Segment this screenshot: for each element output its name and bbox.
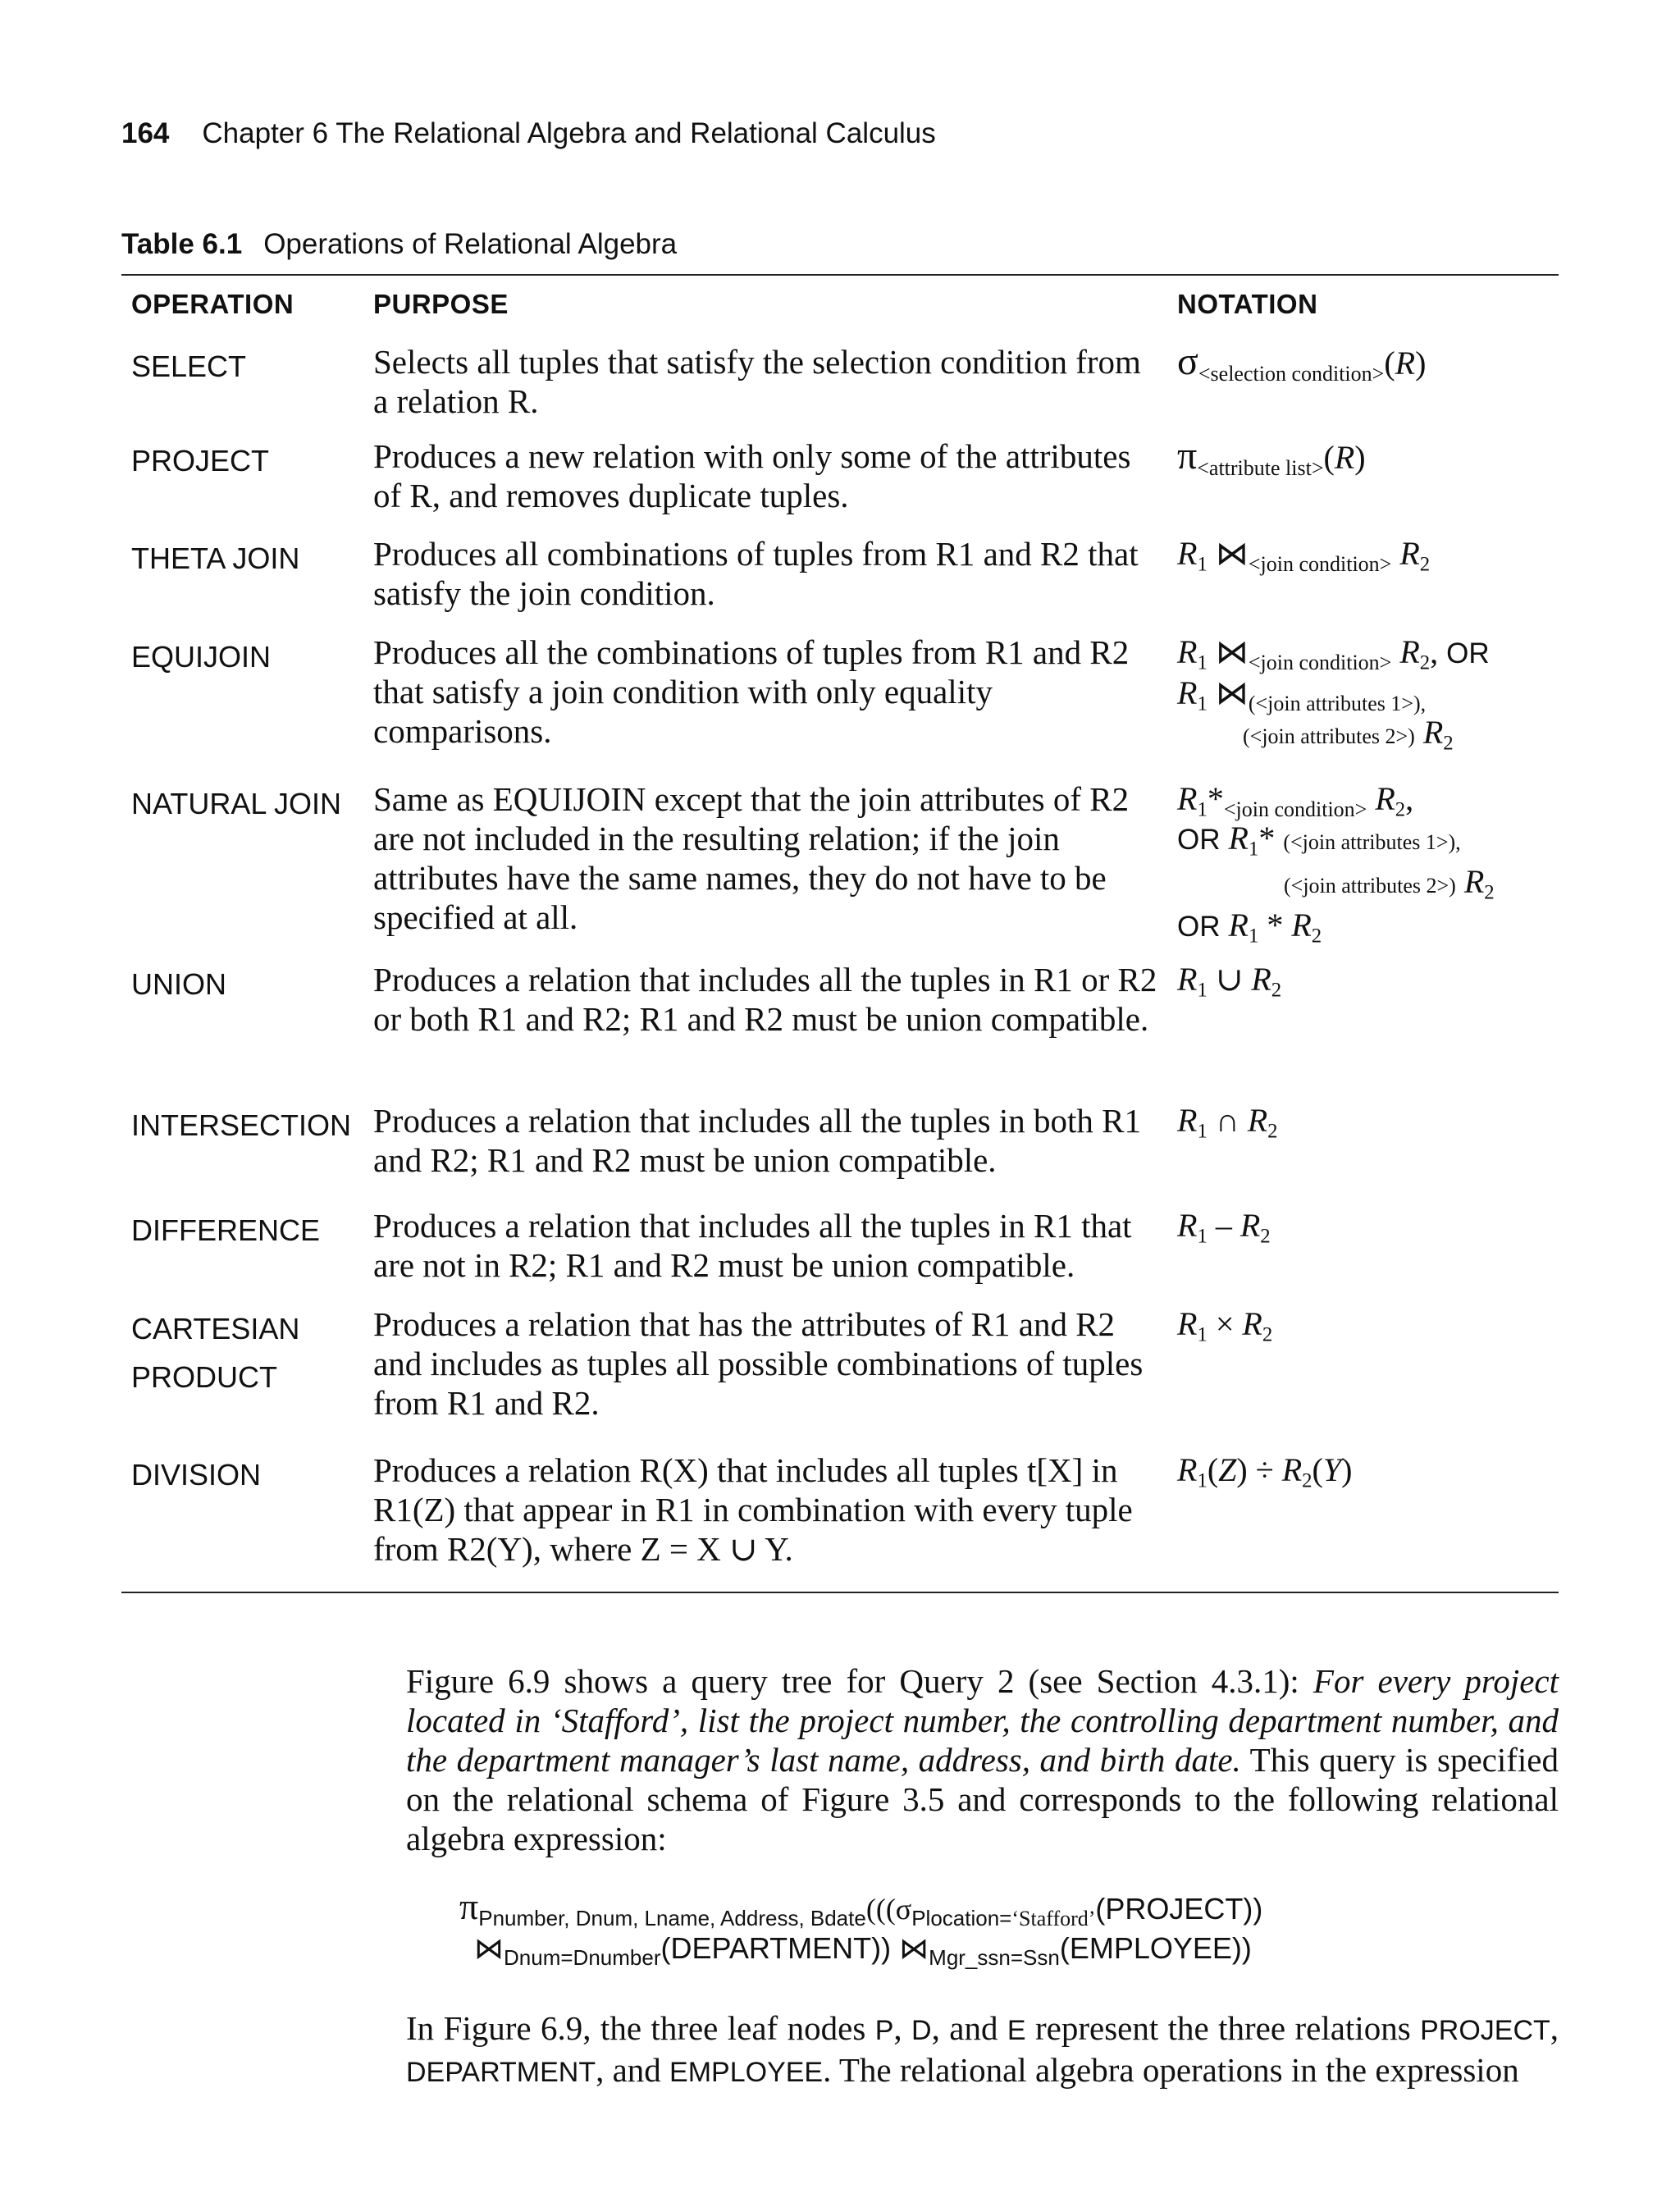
column-header-notation: NOTATION (1177, 289, 1318, 319)
column-header-operation: OPERATION (131, 289, 294, 319)
notation-select: $\sigma_{<selection condition>}(R)$ (1177, 340, 1427, 386)
chapter-title: Chapter 6 The Relational Algebra and Relational Calculus (202, 117, 936, 149)
operation-union: UNION (131, 967, 226, 1001)
purpose-difference: Produces a relation that includes all the tuples in R1 that are not in R2; R1 and R2 must be union compatible. (373, 1207, 1132, 1284)
operation-cartesian-line2: PRODUCT (131, 1360, 277, 1394)
running-header (121, 117, 936, 150)
table-title: Operations of Relational Algebra (263, 228, 678, 260)
notation-project: $\pi_{<attribute list>}(R)$ (1177, 434, 1366, 480)
operation-intersection: INTERSECTION (131, 1108, 352, 1142)
table-caption (121, 228, 677, 261)
purpose-select: Selects all tuples that satisfy the selection condition from a relation R. (373, 343, 1141, 420)
operation-cartesian-line1: CARTESIAN (131, 1312, 300, 1345)
purpose-cartesian-product: Produces a relation that has the attributes of R1 and R2 and includes as tuples all possible combinations of tuples from R1 and R2. (373, 1305, 1144, 1422)
column-header-purpose: PURPOSE (373, 289, 509, 319)
notation-difference: $R_1 - R_2$ (1177, 1207, 1271, 1248)
notation-cartesian-product: $R_1 \times R_2$ (1177, 1305, 1273, 1346)
purpose-project: Produces a new relation with only some of the attributes of R, and removes duplicate tuples. (373, 437, 1131, 514)
operation-project: PROJECT (131, 444, 270, 477)
operation-difference: DIFFERENCE (131, 1213, 321, 1247)
operation-select: SELECT (131, 349, 247, 383)
purpose-union: Produces a relation that includes all the tuples in R1 or R2 or both R1 and R2; R1 and R2 must be union compatible. (373, 961, 1157, 1038)
operation-division: DIVISION (131, 1458, 262, 1492)
notation-equijoin: $R_1$ $⋈_{<join condition>}$ $R_2$, OR $R_1$ $⋈_{(<join attributes 1>),}$ (<join attributes 2>) $R_2$ (1177, 633, 1490, 755)
page-number: 164 (121, 117, 170, 149)
table-bottom-rule (121, 1592, 1559, 1593)
operation-cartesian-product (131, 1304, 299, 1401)
operation-equijoin: EQUIJOIN (131, 640, 272, 674)
notation-union: $R_1$ ∪ $R_2$ (1177, 961, 1282, 1002)
notation-division: $R_1(Z) \div R_2(Y)$ (1177, 1451, 1353, 1492)
purpose-intersection: Produces a relation that includes all the tuples in both R1 and R2; R1 and R2 must be union compatible. (373, 1102, 1141, 1179)
purpose-natural-join: Same as EQUIJOIN except that the join attributes of R2 are not included in the resulting relation; if the join attributes have the same names, they do not have to be specified at all. (373, 780, 1130, 936)
body-paragraph-2: In Figure 6.9, the three leaf nodes P, D, and E represent the three relations PROJECT, DEPARTMENT, and EMPLOYEE. The relational algebra operations in the expression (406, 2009, 1559, 2089)
operation-natural-join: NATURAL JOIN (131, 787, 342, 820)
relational-algebra-expression: $\pi_{Pnumber, Dnum, Lname, Address, Bdate}(((\sigma_{Plocation=‘Stafford’}(PROJECT))$ $⋈_{Dnum=Dnumber}(DEPARTMENT)$) $⋈_{Mgr\_ssn=Ssn}(EMPLOYEE)$) (459, 1885, 1263, 1970)
body-paragraph-1: Figure 6.9 shows a query tree for Query 2 (see Section 4.3.1): For every project located in ‘Stafford’, list the project number, the controlling department number, and the department manager’s last name, address, and birth date. This query is specified on the relational schema of Figure 3.5 and corresponds to the following relational algebra expression: (406, 1662, 1559, 1857)
notation-theta-join: $R_1$ $⋈_{<join condition>}$ $R_2$ (1177, 535, 1431, 576)
table-top-rule (121, 274, 1559, 276)
purpose-equijoin: Produces all the combinations of tuples from R1 and R2 that satisfy a join condition with only equality comparisons. (373, 633, 1130, 750)
operation-theta-join: THETA JOIN (131, 541, 300, 575)
purpose-theta-join: Produces all combinations of tuples from R1 and R2 that satisfy the join condition. (373, 535, 1139, 612)
purpose-division: Produces a relation R(X) that includes all tuples t[X] in R1(Z) that appear in R1 in combination with every tuple from R2(Y), where Z = X ∪ Y. (373, 1451, 1133, 1568)
notation-natural-join: $R_1*_{<join condition>}$ $R_2$, OR $R_1*$ (<join attributes 1>), (<join attributes 2>) $R_2$ OR $R_1 * R_2$ (1177, 780, 1495, 948)
table-label: Table 6.1 (121, 228, 243, 260)
notation-intersection: $R_1$ ∩ $R_2$ (1177, 1102, 1278, 1143)
